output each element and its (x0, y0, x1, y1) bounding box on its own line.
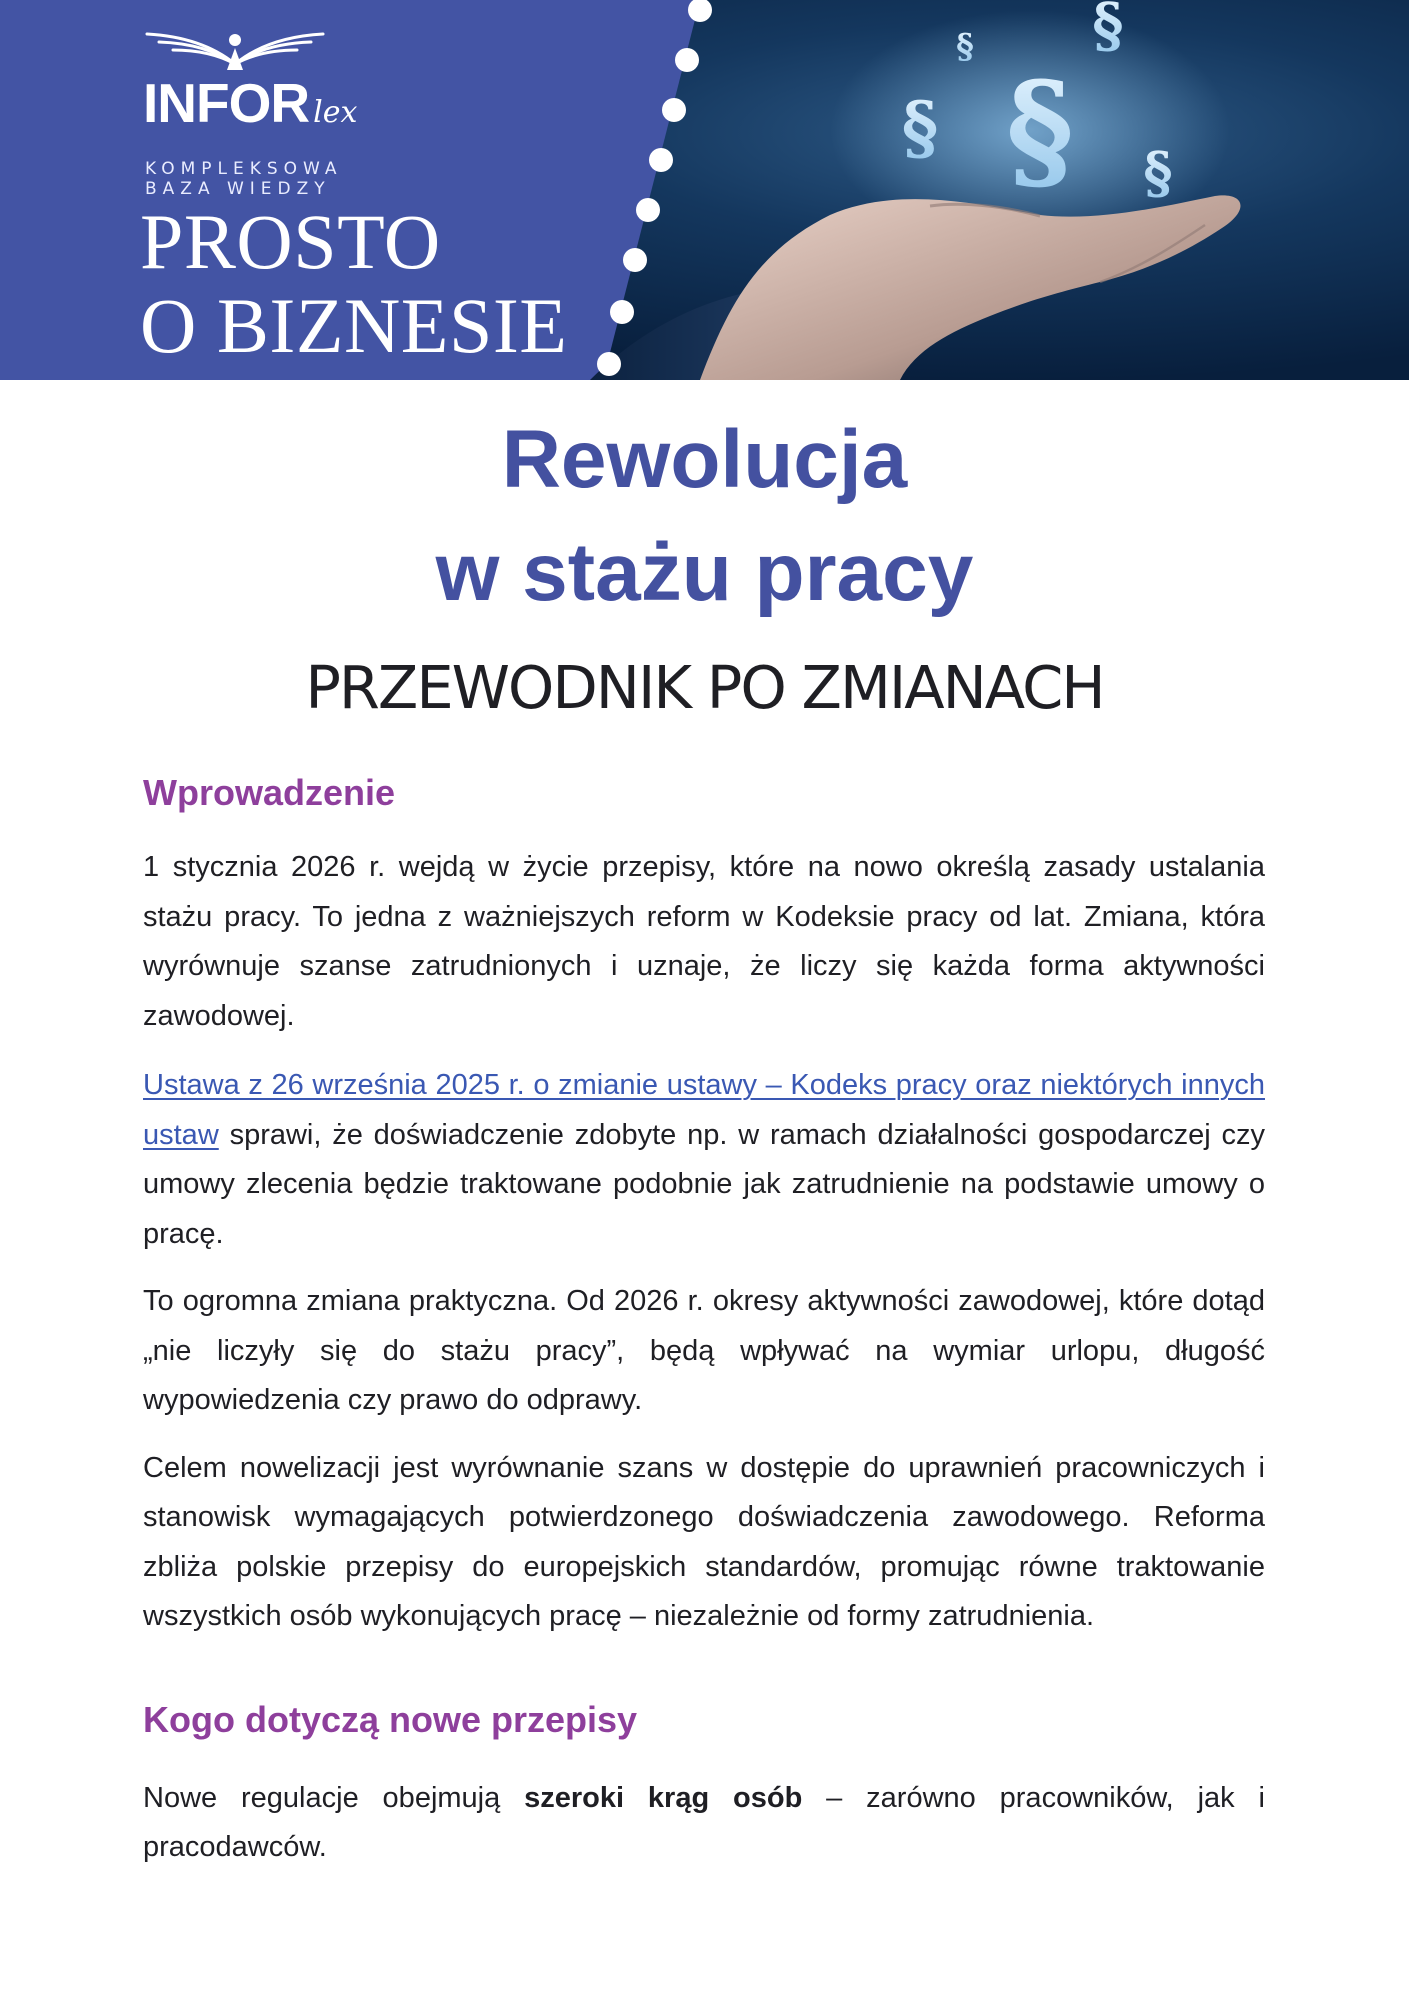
brand-tagline-line1: KOMPLEKSOWA (145, 159, 343, 179)
paragraph-intro-2-text: sprawi, że doświadczenie zdobyte np. w ramach działalności gospodarczej czy umowy zlecenia będzie traktowane podobnie jak zatrudnienie na podstawie umowy o pracę. (143, 1118, 1265, 1250)
paragraph-intro-1: 1 stycznia 2026 r. wejdą w życie przepisy, które na nowo określą zasady ustalania stażu pracy. To jedna z ważniejszych reform w Kodeksie pracy od lat. Zmiana, która wyrównuje szanse zatrudnionych i uznaje, że liczy się każda forma aktywności zawodowej. (143, 851, 1265, 1032)
svg-text:§: § (956, 27, 974, 67)
svg-text:§: § (901, 86, 939, 169)
header-banner (0, 0, 1409, 380)
series-title-line2: O BIZNESIE (140, 282, 568, 369)
paragraph-intro-3: To ogromna zmiana praktyczna. Od 2026 r. okresy aktywności zawodowej, które dotąd „nie liczyły się do stażu pracy”, będą wpływać na wymiar urlopu, długość wypowiedzenia czy prawo do odprawy. (143, 1285, 1265, 1416)
paragraph-who-1-start: Nowe regulacje obejmują (143, 1781, 525, 1814)
document-title-line1: Rewolucja (501, 414, 908, 505)
document-subtitle: PRZEWODNIK PO ZMIANACH (305, 653, 1104, 722)
svg-text:§: § (1092, 0, 1124, 61)
paragraph-intro-4: Celem nowelizacji jest wyrównanie szans w dostępie do uprawnień pracowniczych i stanowisk wymagających potwierdzonego doświadczenia zawodowego. Reforma zbliża polskie przepisy do europejskich standardów, promując równe traktowanie wszystkich osób wykonujących pracę – niezależnie od formy zatrudnienia. (143, 1451, 1265, 1632)
document-title-line2: w stażu pracy (435, 527, 974, 618)
section-heading-intro: Wprowadzenie (143, 772, 396, 813)
svg-text:§: § (1143, 140, 1173, 206)
paragraph-who-1-bold: szeroki krąg osób (524, 1781, 803, 1814)
brand-suffix: lex (313, 95, 358, 130)
series-title (140, 200, 567, 368)
section-heading-who: Kogo dotyczą nowe przepisy (143, 1698, 638, 1740)
paragraph-intro-2 (143, 1061, 1265, 1259)
brand-tagline (145, 159, 405, 199)
brand-name: INFOR (143, 72, 310, 134)
article-body (143, 760, 1265, 1873)
paragraph-who-1 (143, 1774, 1265, 1873)
paragraph-who-1-end: – zarówno pracowników, jak i pracodawców. (143, 1781, 1265, 1863)
act-link[interactable]: Ustawa z 26 września 2025 r. o zmianie ustawy – Kodeks pracy oraz niektórych innych ustaw (143, 1069, 1265, 1151)
book-wings-icon (143, 26, 328, 72)
brand-tagline-line2: BAZA WIEDZY (145, 179, 331, 199)
series-title-line1: PROSTO (140, 198, 441, 285)
infor-lex-logo (143, 26, 443, 199)
svg-text:§: § (1006, 53, 1074, 206)
